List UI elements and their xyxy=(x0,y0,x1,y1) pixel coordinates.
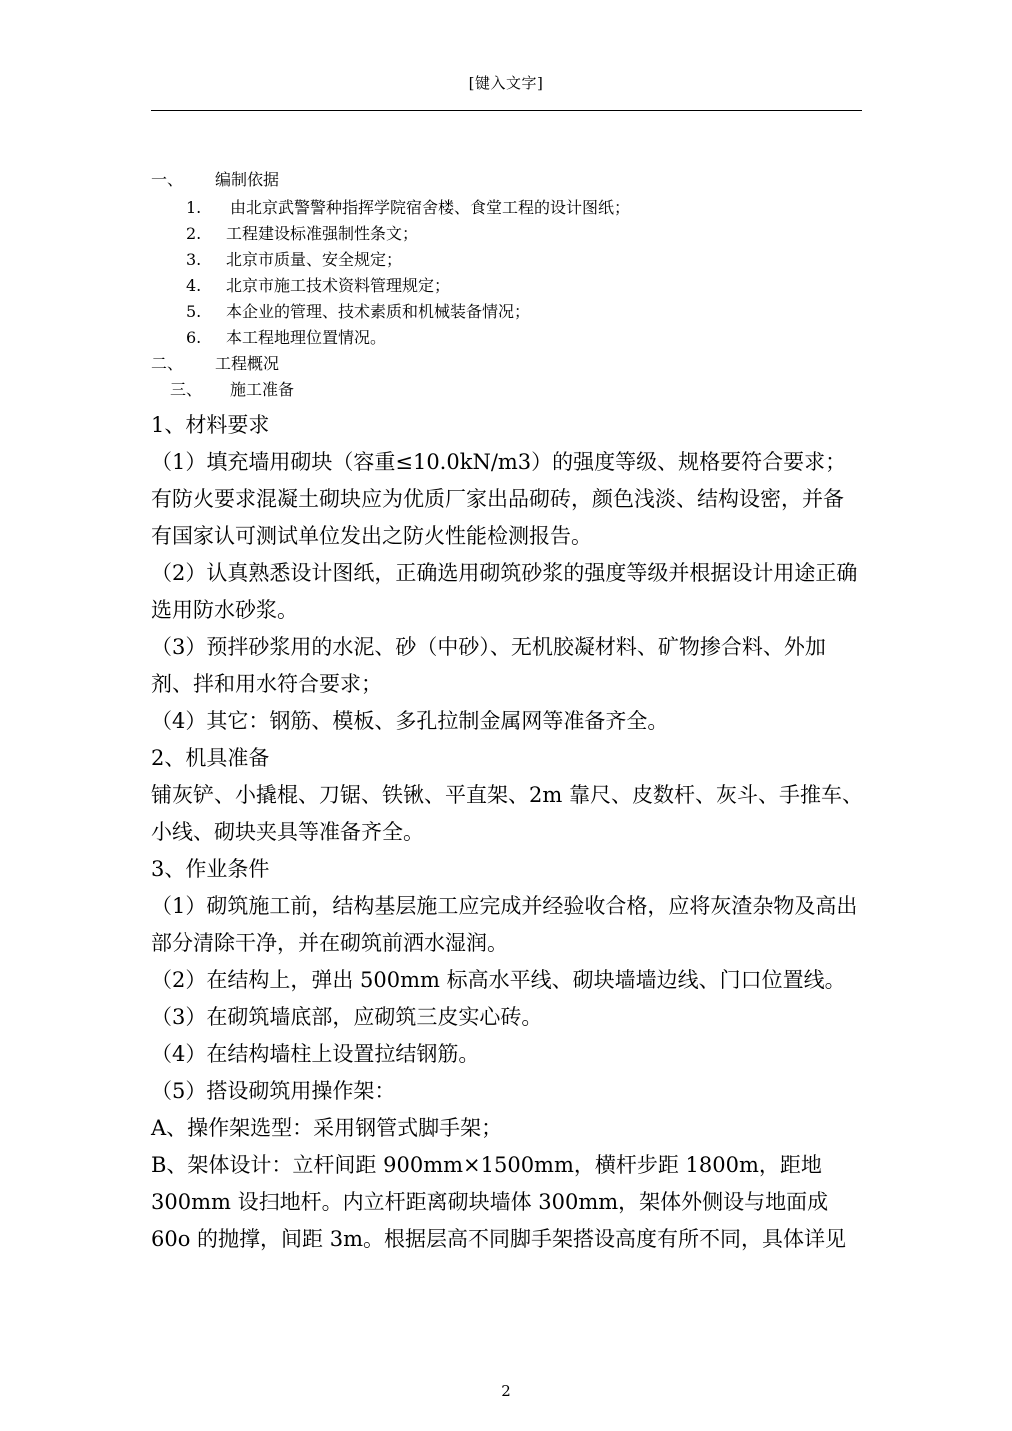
paragraph: B、架体设计：立杆间距 900mm×1500mm，横杆步距 1800m，距地 300mm 设扫地杆。内立杆距离砌块墙体 300mm，架体外侧设与地面成 60o 的抛撑，间距 3m。根据层高不同脚手架搭设高度有所不同，具体详见 xyxy=(151,1153,846,1251)
list-item-number: 3. xyxy=(186,250,202,269)
page-header: [键入文字] xyxy=(468,74,544,92)
paragraph: （2）在结构上，弹出 500mm 标高水平线、砌块墙墙边线、门口位置线。 xyxy=(151,968,846,992)
header-rule xyxy=(151,110,862,111)
paragraph: （4）其它：钢筋、模板、多孔拉制金属网等准备齐全。 xyxy=(151,709,669,733)
section-title: 施工准备 xyxy=(230,380,295,399)
list-item-number: 6. xyxy=(186,328,202,347)
section-marker: 三、 xyxy=(170,380,203,399)
section-heading-2 xyxy=(151,354,279,374)
list-item-number: 1. xyxy=(186,198,202,217)
paragraph: 铺灰铲、小撬棍、刀锯、铁锹、平直架、2m 靠尺、皮数杆、灰斗、手推车、小线、砌块夹具等准备齐全。 xyxy=(151,783,863,844)
section-marker: 一、 xyxy=(151,170,184,189)
paragraph: （3）预拌砂浆用的水泥、砂（中砂）、无机胶凝材料、矿物掺合料、外加剂、拌和用水符合要求； xyxy=(151,635,826,696)
list-item xyxy=(186,250,402,270)
list-item-number: 2. xyxy=(186,224,202,243)
paragraph: （2）认真熟悉设计图纸，正确选用砌筑砂浆的强度等级并根据设计用途正确选用防水砂浆。 xyxy=(151,561,858,622)
list-item-text: 北京市质量、安全规定； xyxy=(226,250,403,269)
section-title: 编制依据 xyxy=(215,170,280,189)
paragraph: （3）在砌筑墙底部，应砌筑三皮实心砖。 xyxy=(151,1005,543,1029)
list-item-number: 4. xyxy=(186,276,202,295)
list-item-number: 5. xyxy=(186,302,202,321)
list-item-text: 本工程地理位置情况。 xyxy=(226,328,387,347)
list-item-text: 由北京武警警种指挥学院宿舍楼、食堂工程的设计图纸； xyxy=(230,198,631,217)
list-item-text: 北京市施工技术资料管理规定； xyxy=(226,276,451,295)
list-item-text: 工程建设标准强制性条文； xyxy=(226,224,419,243)
list-item xyxy=(186,328,386,348)
list-item xyxy=(186,224,418,244)
body-content xyxy=(151,407,863,1258)
paragraph: （4）在结构墙柱上设置拉结钢筋。 xyxy=(151,1042,480,1066)
section-heading-3 xyxy=(170,380,294,400)
subsection-title: 1、材料要求 xyxy=(151,413,270,437)
paragraph: （5）搭设砌筑用操作架： xyxy=(151,1079,396,1103)
list-item-text: 本企业的管理、技术素质和机械装备情况； xyxy=(226,302,531,321)
paragraph: （1）填充墙用砌块（容重≤10.0kN/m3）的强度等级、规格要符合要求；有防火要求混凝土砌块应为优质厂家出品砌砖，颜色浅淡、结构设密，并备有国家认可测试单位发出之防火性能检测报告。 xyxy=(151,450,847,548)
subsection-title: 3、作业条件 xyxy=(151,857,270,881)
paragraph: （1）砌筑施工前，结构基层施工应完成并经验收合格，应将灰渣杂物及高出部分清除干净，并在砌筑前洒水湿润。 xyxy=(151,894,858,955)
list-item xyxy=(186,198,630,218)
subsection-title: 2、机具准备 xyxy=(151,746,270,770)
section-title: 工程概况 xyxy=(215,354,280,373)
list-item xyxy=(186,276,450,296)
section-heading-1 xyxy=(151,170,279,190)
page-number: 2 xyxy=(501,1382,511,1400)
section-marker: 二、 xyxy=(151,354,184,373)
list-item xyxy=(186,302,530,322)
paragraph: A、操作架选型：采用钢管式脚手架； xyxy=(151,1116,503,1140)
